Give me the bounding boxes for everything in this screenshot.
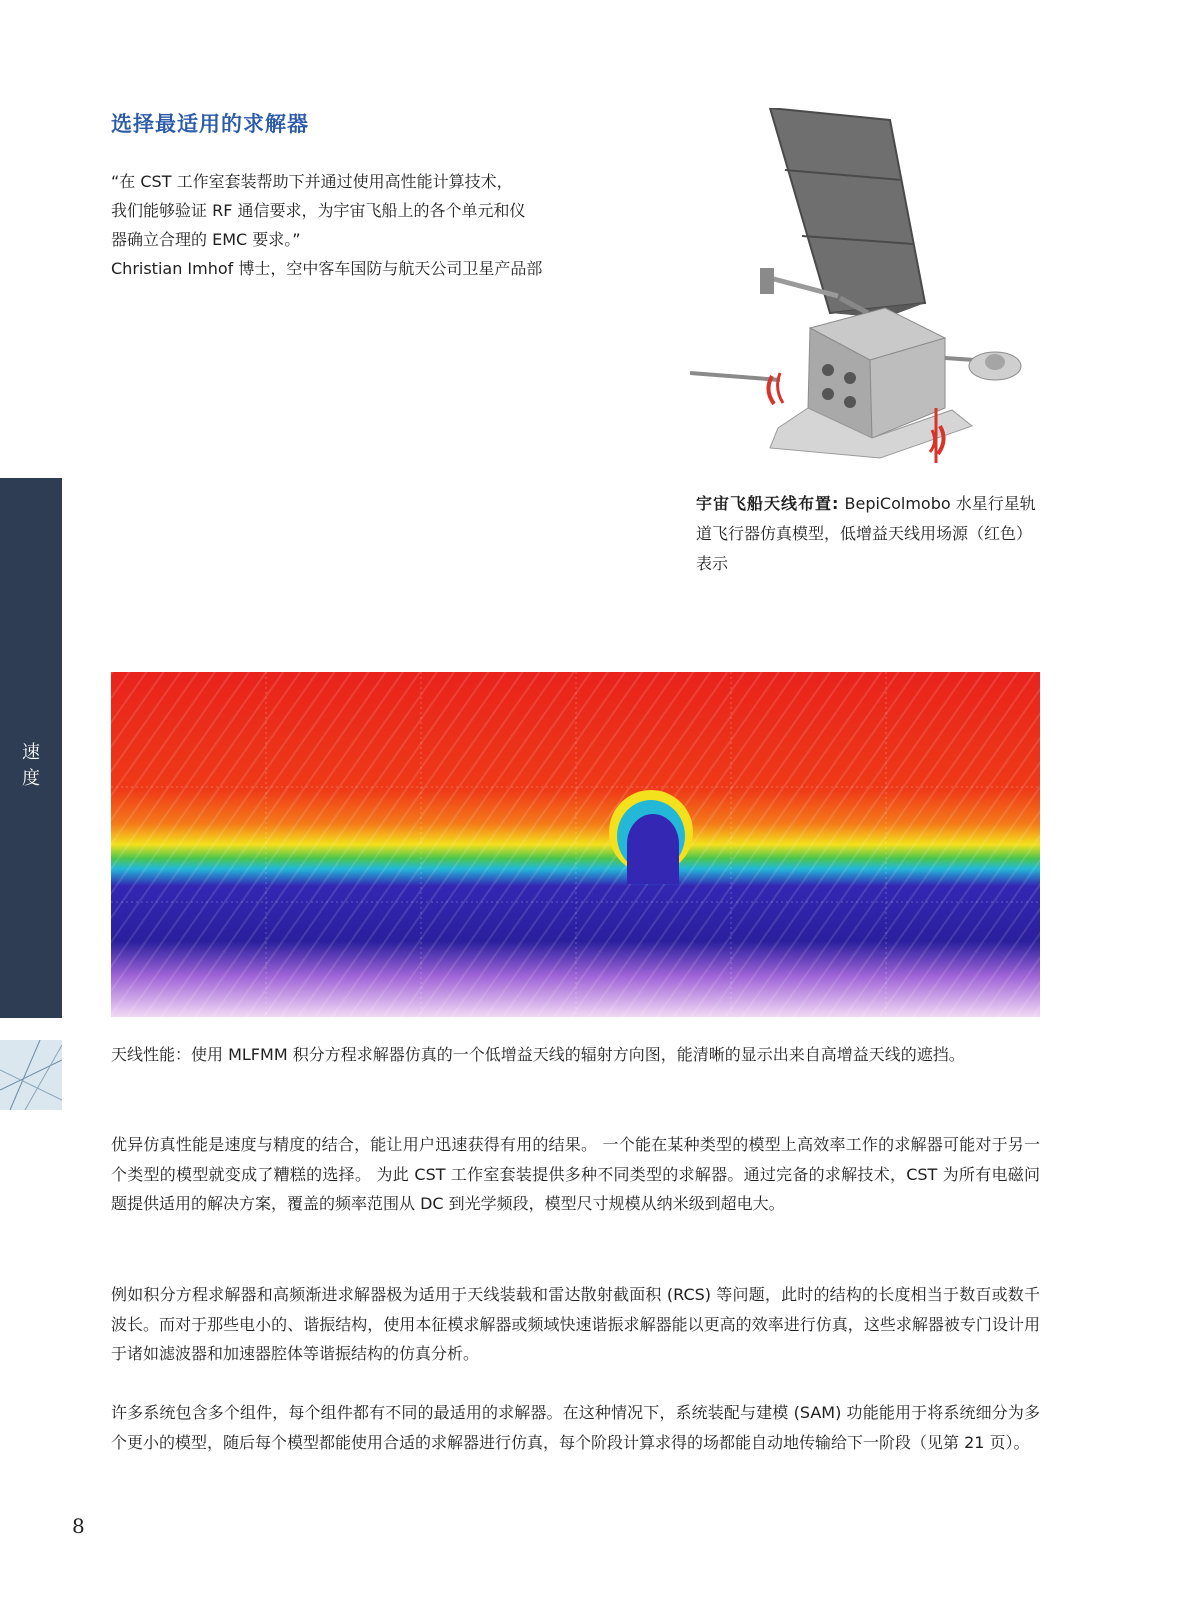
quote-attribution: Christian Imhof 博士，空中客车国防与航天公司卫星产品部 <box>111 259 543 278</box>
spacecraft-caption <box>696 489 1041 579</box>
quote-line: 我们能够验证 RF 通信要求，为宇宙飞船上的各个单元和仪 <box>111 201 526 220</box>
section-side-label: 速度 <box>22 742 40 789</box>
caption-label: 宇宙飞船天线布置: <box>696 494 840 513</box>
quote-line: “在 CST 工作室套装帮助下并通过使用高性能计算技术， <box>111 172 513 191</box>
quote-line: 器确立合理的 EMC 要求。” <box>111 230 301 249</box>
section-thumbnail-image <box>0 1040 62 1110</box>
caption-text: BepiColmobo 水星行星轨道飞行器仿真模型，低增益天线用场源（红色）表示 <box>696 494 1036 573</box>
radiation-pattern-heatmap <box>111 672 1040 1017</box>
body-paragraph: 例如积分方程求解器和高频渐进求解器极为适用于天线装载和雷达散射截面积 (RCS) 等问题，此时的结构的长度相当于数百或数千波长。而对于那些电小的、谐振结构，使用本征模求解器或频域快速谐振求解器能以更高的效率进行仿真，这些求解器被专门设计用于诸如滤波器和加速器腔体等谐振结构的仿真分析。 <box>111 1285 1040 1363</box>
body-paragraph: 优异仿真性能是速度与精度的结合，能让用户迅速获得有用的结果。 一个能在某种类型的模型上高效率工作的求解器可能对于另一个类型的模型就变成了糟糕的选择。 为此 CST 工作室套装提供多种不同类型的求解器。通过完备的求解技术，CST 为所有电磁问题提供适用的解决方案，覆盖的频率范围从 DC 到光学频段，模型尺寸规模从纳米级到超电大。 <box>111 1135 1040 1213</box>
body-paragraph: 许多系统包含多个组件，每个组件都有不同的最适用的求解器。在这种情况下，系统装配与建模 (SAM) 功能能用于将系统细分为多个更小的模型，随后每个模型都能使用合适的求解器进行仿真，每个阶段计算求得的场都能自动地传输给下一阶段（见第 21 页）。 <box>111 1403 1040 1452</box>
radiation-pattern-caption: 天线性能：使用 MLFMM 积分方程求解器仿真的一个低增益天线的辐射方向图，能清晰的显示出来自高增益天线的遮挡。 <box>111 1045 965 1064</box>
customer-quote <box>111 167 631 283</box>
section-title: 选择最适用的求解器 <box>111 112 309 136</box>
page-number: 8 <box>72 1514 85 1538</box>
spacecraft-model-image <box>690 108 1040 478</box>
